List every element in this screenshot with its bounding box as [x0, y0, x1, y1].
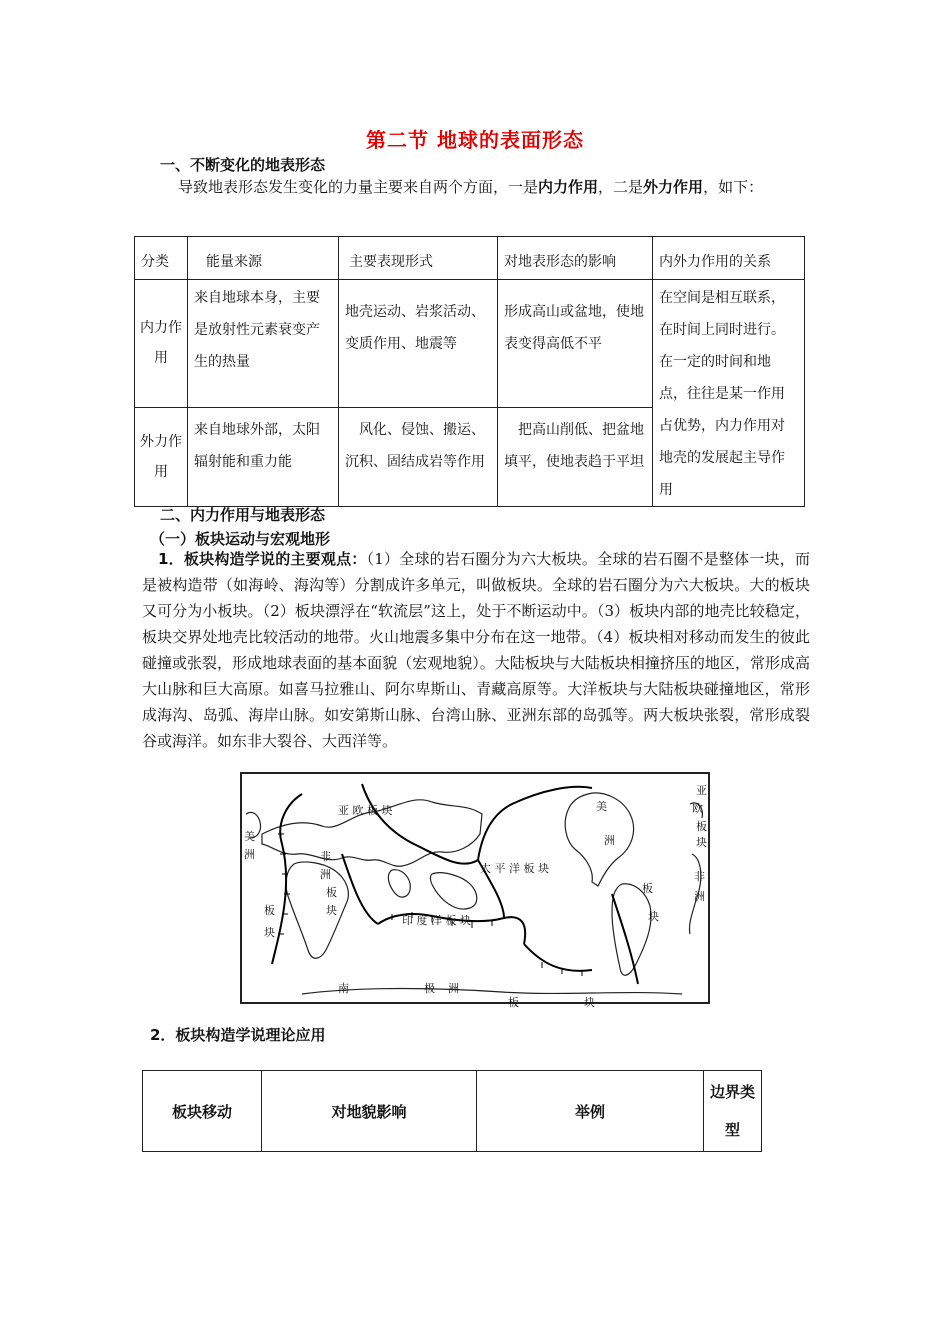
section3-heading: 2．板块构造学说理论应用: [150, 1026, 326, 1044]
map-label-left-america-2: 洲: [244, 848, 255, 861]
row-type: 外力作用: [135, 407, 188, 506]
map-label-pacific: 太 平 洋 板 块: [480, 862, 549, 875]
header-forms: 主要表现形式: [339, 237, 498, 280]
point1-label: 1．板块构造学说的主要观点：: [158, 550, 367, 568]
relation-cell: 在空间是相互联系，在时间上同时进行。在一定的时间和地点，往往是某一作用占优势，内力作用对地壳的发展起主导作用: [653, 280, 805, 507]
map-label-left-america-3: 板: [264, 904, 275, 917]
row-effect: 把高山削低、把盆地填平，使地表趋于平坦: [498, 407, 653, 506]
header-energy-source: 能量来源: [188, 237, 339, 280]
map-label-africa-4: 块: [326, 904, 337, 917]
section2-subheading: （一）板块运动与宏观地形: [150, 530, 331, 548]
map-label-africa-2: 洲: [320, 868, 331, 881]
map-label-antarctic-5: 块: [584, 996, 595, 1009]
row-effect: 形成高山或盆地，使地表变得高低不平: [498, 280, 653, 408]
plate-map: [240, 772, 710, 1009]
forces-table: [134, 236, 805, 507]
map-label-america-2: 洲: [604, 834, 615, 847]
plate-theory-paragraph: [142, 546, 810, 754]
row-forms: 风化、侵蚀、搬运、沉积、固结成岩等作用: [339, 407, 498, 506]
row-forms: 地壳运动、岩浆活动、变质作用、地震等: [339, 280, 498, 408]
application-table-header: [143, 1071, 762, 1152]
map-label-right-eurasia-2: 欧: [692, 802, 703, 815]
header-examples: 举例: [477, 1071, 704, 1152]
map-label-antarctic-1: 南: [338, 982, 349, 995]
intro-text-c: ，二是: [598, 178, 644, 196]
row-type: 内力作用: [135, 280, 188, 408]
intro-text-a: 导致地表形态发生变化的力量主要来自两个方面，一是: [178, 178, 539, 196]
internal-force-term: 内力作用: [538, 178, 599, 196]
header-category: 分类: [135, 237, 188, 280]
plate-map-figure: [242, 774, 708, 1009]
point1-text: （1）全球的岩石圈分为六大板块。全球的岩石圈不是整体一块，而是被构造带（如海岭、海沟等）分割成许多单元，叫做板块。全球的岩石圈分为六大板块。大的板块又可分为小板块。（2）板块漂浮在“软流层”这上，处于不断运动中。（3）板块内部的地壳比较稳定，板块交界处地壳比较活动的地带。火山地震多集中分布在这一地带。（4）板块相对移动而发生的彼此碰撞或张裂，形成地球表面的基本面貌（宏观地貌）。大陆板块与大陆板块相撞挤压的地区，常形成高大山脉和巨大高原。如喜马拉雅山、阿尔卑斯山、青藏高原等。大洋板块与大陆板块碰撞地区，常形成海沟、岛弧、海岸山脉。如安第斯山脉、台湾山脉、亚洲东部的岛弧等。两大板块张裂，常形成裂谷或海洋。如东非大裂谷、大西洋等。: [142, 550, 810, 750]
map-label-right-eurasia-4: 块: [696, 836, 707, 849]
map-label-indian: 印 度 洋 板 块: [402, 914, 471, 927]
map-label-right-africa-2: 洲: [694, 890, 705, 903]
map-label-africa-3: 板: [326, 886, 337, 899]
section2-heading: 二、内力作用与地表形态: [160, 506, 326, 524]
header-effect: 对地表形态的影响: [498, 237, 653, 280]
map-label-left-america-4: 块: [264, 926, 275, 939]
map-label-right-eurasia-3: 板: [696, 820, 707, 833]
map-label-america-3: 板: [642, 882, 653, 895]
header-boundary-type: 边界类型: [704, 1071, 762, 1152]
row-source: 来自地球本身，主要是放射性元素衰变产生的热量: [188, 280, 339, 408]
table-row: [135, 280, 805, 408]
forces-table-header: [135, 237, 805, 280]
map-label-right-africa-1: 非: [694, 870, 705, 883]
header-landform-impact: 对地貌影响: [262, 1071, 477, 1152]
intro-paragraph: [142, 174, 810, 200]
map-label-antarctic-2: 极: [424, 982, 435, 995]
intro-text-e: ，如下：: [703, 178, 764, 196]
map-label-america-4: 块: [648, 910, 659, 923]
page-title: 第二节 地球的表面形态: [366, 128, 584, 152]
map-label-antarctic-3: 洲: [448, 982, 459, 995]
header-plate-movement: 板块移动: [143, 1071, 262, 1152]
map-label-africa-1: 非: [320, 850, 331, 863]
map-label-eurasia: 亚 欧 板 块: [338, 804, 393, 817]
map-label-america-1: 美: [596, 800, 607, 813]
map-label-antarctic-4: 板: [508, 996, 519, 1009]
external-force-term: 外力作用: [643, 178, 704, 196]
map-label-right-eurasia-1: 亚: [696, 784, 707, 797]
section1-heading: 一、不断变化的地表形态: [160, 156, 326, 174]
application-table: [142, 1070, 762, 1152]
row-source: 来自地球外部，太阳辐射能和重力能: [188, 407, 339, 506]
header-relation: 内外力作用的关系: [653, 237, 805, 280]
map-label-left-america-1: 美: [244, 830, 255, 843]
